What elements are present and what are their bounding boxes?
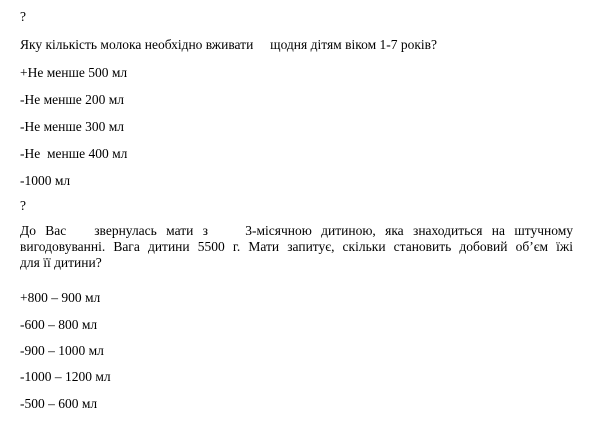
question-2-text-line-1: До Вас звернулась мати з 3-місячною дитиною, яка знаходиться на штучному [20,223,573,238]
question-2-answer-4: -1000 – 1200 мл [20,369,111,384]
question-2-answer-5: -500 – 600 мл [20,396,98,411]
question-1-answer-4: -Не менше 400 мл [20,146,128,161]
document-page [20,0,573,421]
question-2-answer-3: -900 – 1000 мл [20,343,104,358]
question-2-answer-2: -600 – 800 мл [20,317,98,332]
question-1-answer-1: +Не менше 500 мл [20,65,128,80]
question-2-text-line-3: для її дитини? [20,255,102,270]
question-1-answer-5: -1000 мл [20,173,71,188]
question-1-marker: ? [20,9,26,24]
question-1-text: Яку кількість молока необхідно вживати щодня дітям віком 1-7 років? [20,37,438,52]
question-2-marker: ? [20,198,26,213]
question-2-answer-1: +800 – 900 мл [20,290,101,305]
question-2-text-line-2: вигодовуванні. Вага дитини 5500 г. Мати запитує, скільки становить добовий об’єм їжі [20,239,573,254]
question-2-text [20,223,573,271]
question-1-answer-3: -Не менше 300 мл [20,119,125,134]
question-1-answer-2: -Не менше 200 мл [20,92,125,107]
